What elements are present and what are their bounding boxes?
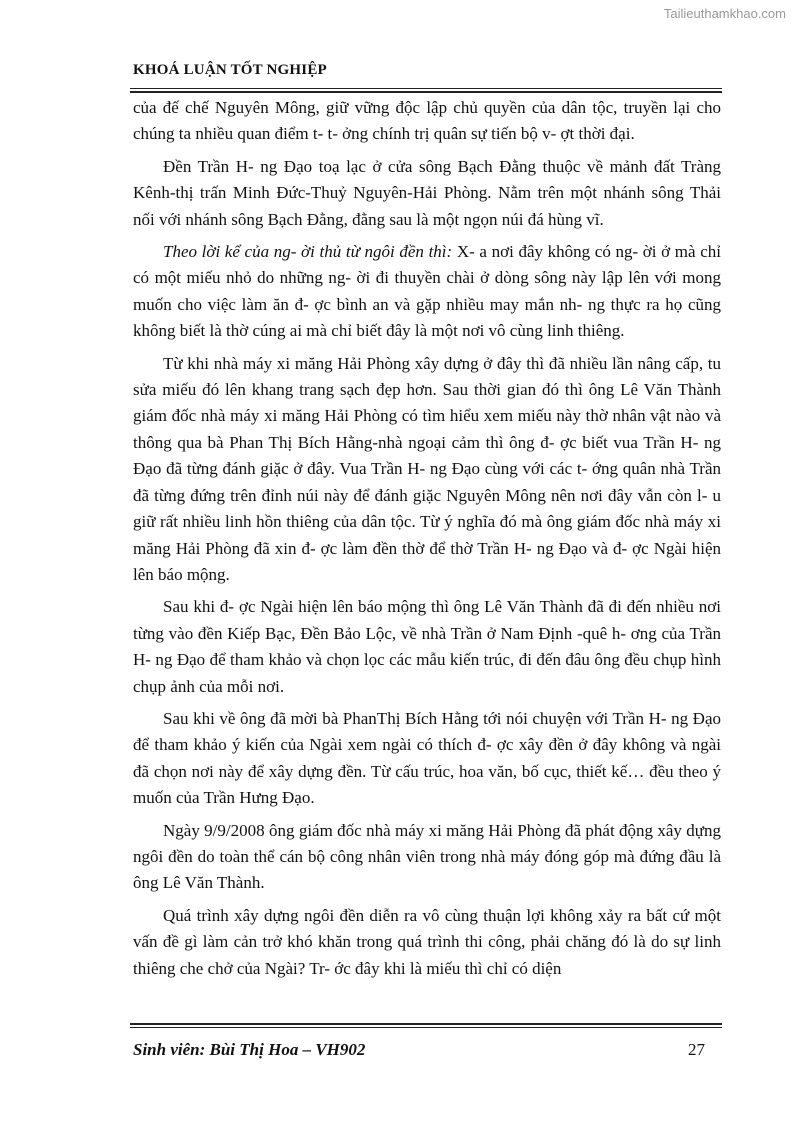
header-divider-thick bbox=[130, 91, 722, 93]
paragraph-text: Đền Trần H- ng Đạo toạ lạc ở cửa sông Bạch Đằng thuộc về mảnh đất Tràng Kênh-thị trấn Minh Đức-Thuỷ Nguyên-Hải Phòng. Nằm trên một nhánh sông Thải nối với nhánh sông Bạch Đằng, đằng sau là một ngọn núi đá hùng vĩ. bbox=[133, 156, 721, 229]
paragraph-text: Sau khi đ- ợc Ngài hiện lên báo mộng thì ông Lê Văn Thành đã đi đến nhiều nơi từng vào đền Kiếp Bạc, Đền Bảo Lộc, về nhà Trần ở Nam Định -quê h- ơng của Trần H- ng Đạo để tham khảo và chọn lọc các mẫu kiến trúc, đi đến đâu ông đều chụp hình chụp ảnh của mỗi nơi. bbox=[133, 597, 721, 696]
paragraph bbox=[133, 95, 721, 148]
paragraph bbox=[133, 351, 721, 589]
paragraph-text: của đế chế Nguyên Mông, giữ vững độc lập chủ quyền của dân tộc, truyền lại cho chúng ta nhiều quan điểm t- t- ởng chính trị quân sự tiến bộ v- ợt thời đại. bbox=[133, 98, 721, 144]
header-divider bbox=[130, 88, 722, 89]
paragraph-text: Ngày 9/9/2008 ông giám đốc nhà máy xi măng Hải Phòng đã phát động xây dựng ngôi đền do toàn thể cán bộ công nhân viên trong nhà máy đóng góp mà đứng đầu là ông Lê Văn Thành. bbox=[133, 820, 721, 893]
footer-divider bbox=[130, 1027, 722, 1028]
paragraph-italic-lead: Theo lời kể của ng- ời thủ từ ngôi đền thì: bbox=[163, 242, 453, 262]
paragraph bbox=[133, 903, 721, 982]
paragraph bbox=[133, 239, 721, 345]
paragraph bbox=[133, 154, 721, 233]
paragraph-text: X- a nơi đây không có ng- ời ở mà chỉ có một miếu nhỏ do những ng- ời đi thuyền chài ở dòng sông này lập lên với mong muốn cho việc làm ăn đ- ợc bình an và gặp nhiều may mắn nh- ng thực ra họ cũng không biết là thờ cúng ai mà chỉ biết đây là một nơi vô cùng linh thiêng. bbox=[133, 242, 721, 341]
paragraph bbox=[133, 706, 721, 812]
paragraph bbox=[133, 818, 721, 897]
footer-divider-thick bbox=[130, 1023, 722, 1025]
watermark: Tailieuthamkhao.com bbox=[663, 6, 786, 21]
footer-student-name: Sinh viên: Bùi Thị Hoa – VH902 bbox=[133, 1040, 366, 1059]
paragraph-text: Quá trình xây dựng ngôi đền diễn ra vô cùng thuận lợi không xảy ra bất cứ một vấn đề gì làm cản trở khó khăn trong quá trình thi công, phải chăng đó là do sự linh thiêng che chở của Ngài? Tr- ớc đây khi là miếu thì chỉ có diện bbox=[133, 905, 721, 978]
header-title: KHOÁ LUẬN TỐT NGHIỆP bbox=[133, 62, 327, 78]
document-body bbox=[133, 95, 721, 988]
paragraph-text: Sau khi về ông đã mời bà PhanThị Bích Hằng tới nói chuyện với Trần H- ng Đạo để tham khảo ý kiến của Ngài xem ngài có thích đ- ợc xây đền ở đây không và ngài đã chọn nơi này để xây dựng đền. Từ cấu trúc, hoa văn, bố cục, thiết kế… đều theo ý muốn của Trần Hưng Đạo. bbox=[133, 708, 721, 808]
paragraph bbox=[133, 594, 721, 700]
paragraph-text: Từ khi nhà máy xi măng Hải Phòng xây dựng ở đây thì đã nhiều lần nâng cấp, tu sửa miếu đó lên khang trang sạch đẹp hơn. Sau thời gian đó thì ông Lê Văn Thành giám đốc nhà máy xi măng Hải Phòng có tìm hiểu xem miếu này thờ nhân vật nào và thông qua bà Phan Thị Bích Hằng-nhà ngoại cảm thì ông đ- ợc biết vua Trần H- ng Đạo đã từng đánh giặc ở đây. Vua Trần H- ng Đạo cùng với các t- ớng quân nhà Trần đã từng đứng trên đỉnh núi này để đánh giặc Nguyên Mông nên nơi đây vẫn còn l- u giữ rất nhiều linh hồn thiêng của dân tộc. Từ ý nghĩa đó mà ông giám đốc nhà máy xi măng Hải Phòng đã xin đ- ợc làm đền thờ để thờ Trần H- ng Đạo và đ- ợc Ngài hiện lên báo mộng. bbox=[133, 353, 721, 584]
page-number: 27 bbox=[688, 1040, 705, 1059]
